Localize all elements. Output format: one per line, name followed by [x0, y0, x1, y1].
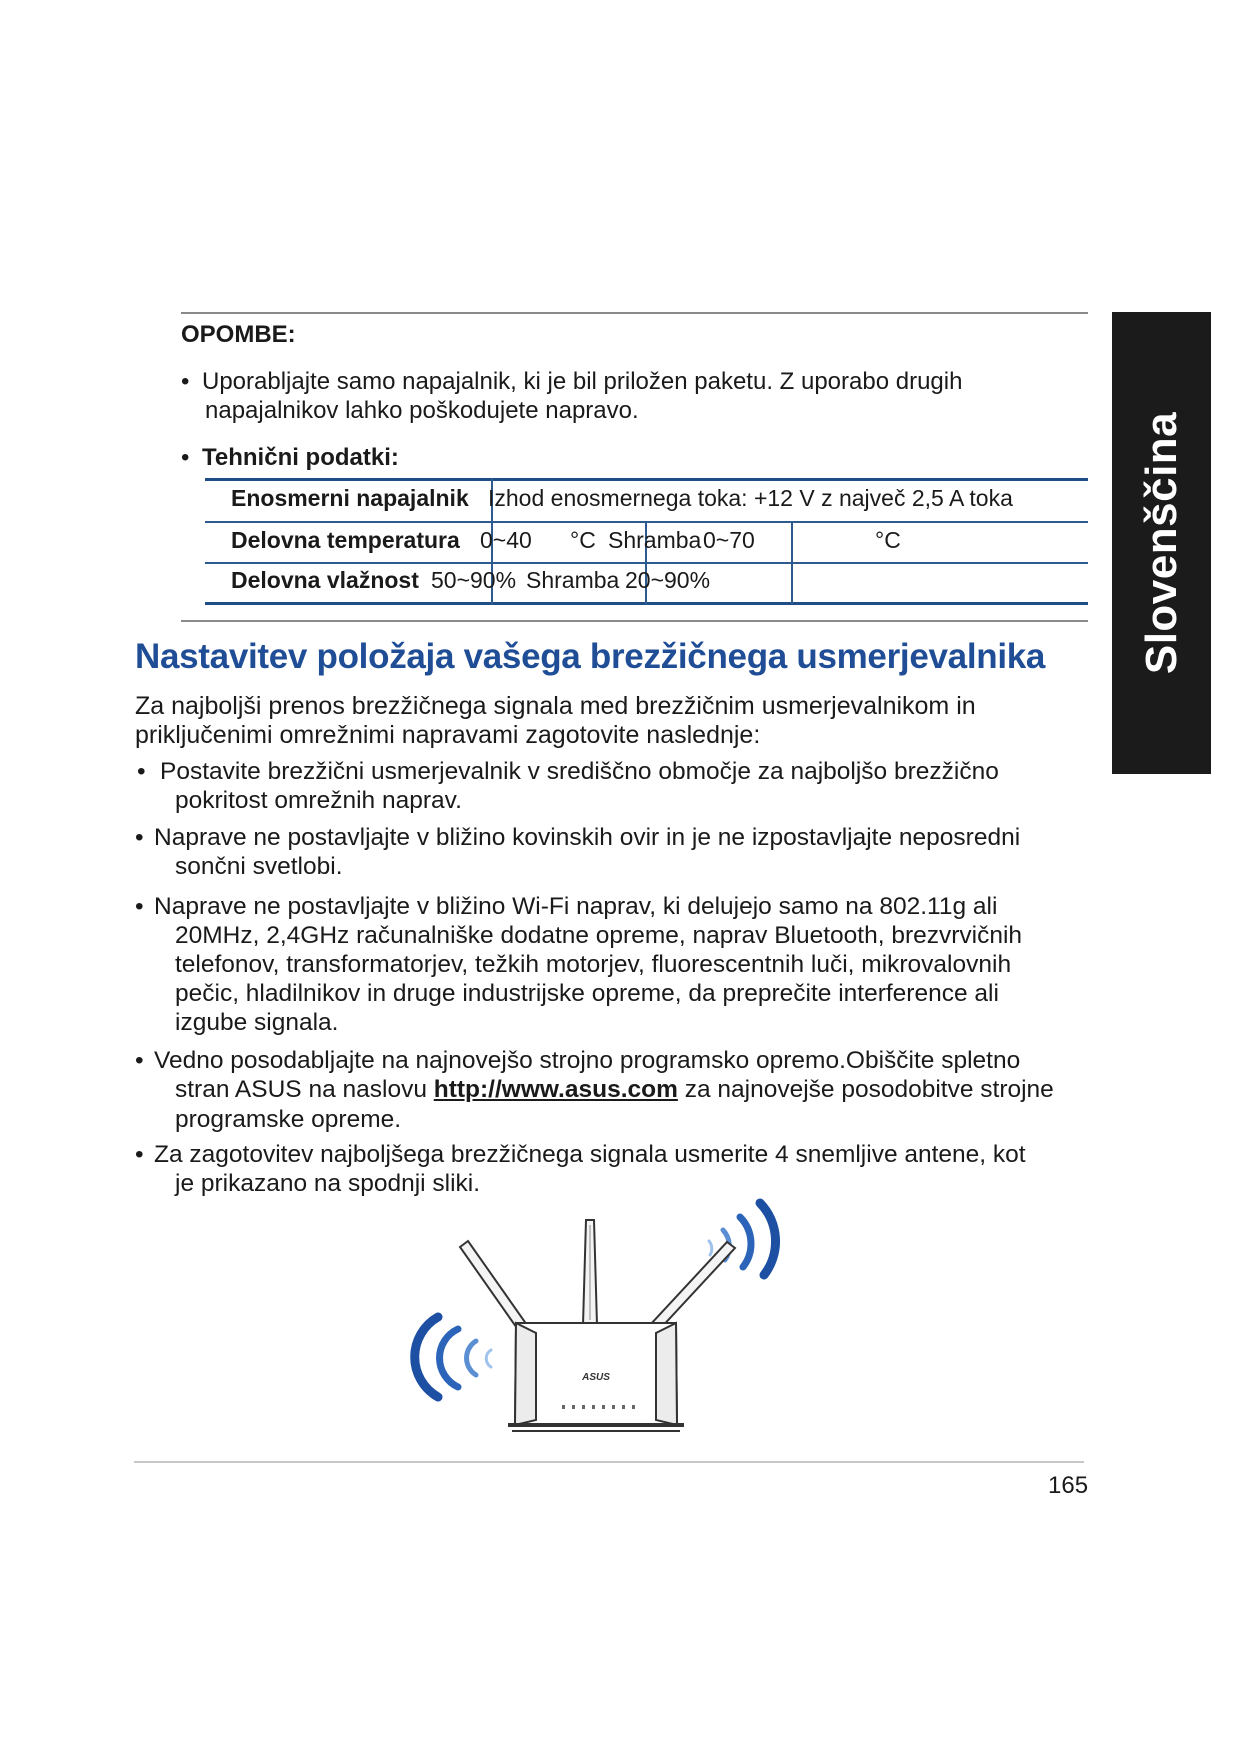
footer-rule: [134, 1461, 1084, 1463]
signal-waves-left-icon: [415, 1317, 491, 1397]
tip-text-continued: stran ASUS na naslovu http://www.asus.com za najnovejše posodobitve strojne: [175, 1076, 1054, 1103]
router-illustration: [390, 1195, 840, 1450]
notes-bullet-text-line-2: napajalnikov lahko poškodujete napravo.: [205, 397, 639, 424]
notes-top-rule: [181, 312, 1088, 314]
page-number: 165: [1048, 1472, 1089, 1499]
notes-title: OPOMBE:: [181, 321, 296, 348]
language-side-tab: [1112, 312, 1211, 774]
specs-heading: Tehnični podatki:: [202, 444, 399, 471]
tip-text: Vedno posodabljajte na najnovejšo strojno programsko opremo.Obiščite spletno: [154, 1047, 1021, 1074]
intro-line: priključenimi omrežnimi napravami zagotovite naslednje:: [135, 721, 761, 749]
notes-bullet-power-adapter: [181, 367, 1081, 427]
spec-unit-celsius: °C: [875, 527, 901, 553]
section-title: Nastavitev položaja vašega brezžičnega usmerjevalnika: [135, 637, 1046, 676]
notes-bullet-text-line-1: Uporabljajte samo napajalnik, ki je bil priložen paketu. Z uporabo drugih: [202, 368, 963, 395]
spec-storage-label: Shramba: [526, 567, 620, 593]
spec-storage-label: Shramba: [608, 527, 702, 553]
bullet-dot: •: [135, 1047, 144, 1074]
tip-text-continued: 20MHz, 2,4GHz računalniške dodatne opreme, naprav Bluetooth, brezvrvičnih telefonov, transformatorjev, težkih motorjev, fluorescentnih luči, mikrovalovnih pečic, hladilnikov in druge industrijske opreme, da preprečite interference ali izgube signala.: [175, 922, 1023, 1036]
tip-text-continued: je prikazano na spodnji sliki.: [175, 1170, 481, 1197]
spec-value-storage-temperature: 0~70: [703, 527, 755, 553]
spec-label-operating-temperature: Delovna temperatura: [231, 527, 460, 553]
notes-bullet-specs: [181, 443, 781, 473]
bullet-dot: •: [137, 758, 146, 785]
spec-value-dc-adapter: Izhod enosmernega toka: +12 V z največ 2,5 A toka: [488, 485, 1013, 511]
spec-value-operating-humidity: 50~90%: [431, 567, 517, 593]
spec-value-storage-humidity: 20~90%: [625, 567, 711, 593]
section-intro: [135, 692, 1075, 750]
spec-table-column-divider: [791, 521, 793, 605]
asus-website-link[interactable]: http://www.asus.com: [433, 1076, 678, 1103]
tip-item: [135, 892, 1095, 1042]
spec-label-dc-adapter: Enosmerni napajalnik: [231, 485, 469, 511]
tip-item: [137, 757, 1097, 817]
tip-text-continued: programske opreme.: [175, 1106, 402, 1133]
spec-value-operating-temperature: 0~40: [480, 527, 532, 553]
spec-label-operating-humidity: Delovna vlažnost: [231, 567, 419, 593]
notes-bottom-rule: [181, 620, 1088, 622]
antenna-icon: [460, 1220, 735, 1331]
spec-table-rule: [205, 478, 1088, 481]
tip-item: [135, 823, 1095, 883]
tip-text: Naprave ne postavljajte v bližino Wi-Fi naprav, ki delujejo samo na 802.11g ali: [154, 893, 998, 920]
bullet-dot: •: [181, 444, 190, 471]
tip-text: Postavite brezžični usmerjevalnik v središčno območje za najboljšo brezžično: [160, 758, 999, 785]
language-tab-label: Slovenščina: [1136, 411, 1186, 675]
router-logo: ASUS: [582, 1372, 610, 1383]
intro-line: Za najboljši prenos brezžičnega signala med brezžičnim usmerjevalnikom in: [135, 692, 976, 720]
bullet-dot: •: [135, 824, 144, 851]
tip-item: [135, 1140, 1095, 1200]
tip-text-continued: sončni svetlobi.: [175, 853, 343, 880]
tip-item: [135, 1046, 1095, 1136]
bullet-dot: •: [181, 368, 190, 395]
tip-text-continued: pokritost omrežnih naprav.: [175, 787, 462, 814]
bullet-dot: •: [135, 893, 144, 920]
spec-table: [205, 478, 1088, 608]
tip-text: Za zagotovitev najboljšega brezžičnega signala usmerite 4 snemljive antene, kot: [154, 1141, 1026, 1168]
tip-text: Naprave ne postavljajte v bližino kovinskih ovir in je ne izpostavljajte neposredni: [154, 824, 1021, 851]
bullet-dot: •: [135, 1141, 144, 1168]
spec-unit-celsius: °C: [570, 527, 596, 553]
